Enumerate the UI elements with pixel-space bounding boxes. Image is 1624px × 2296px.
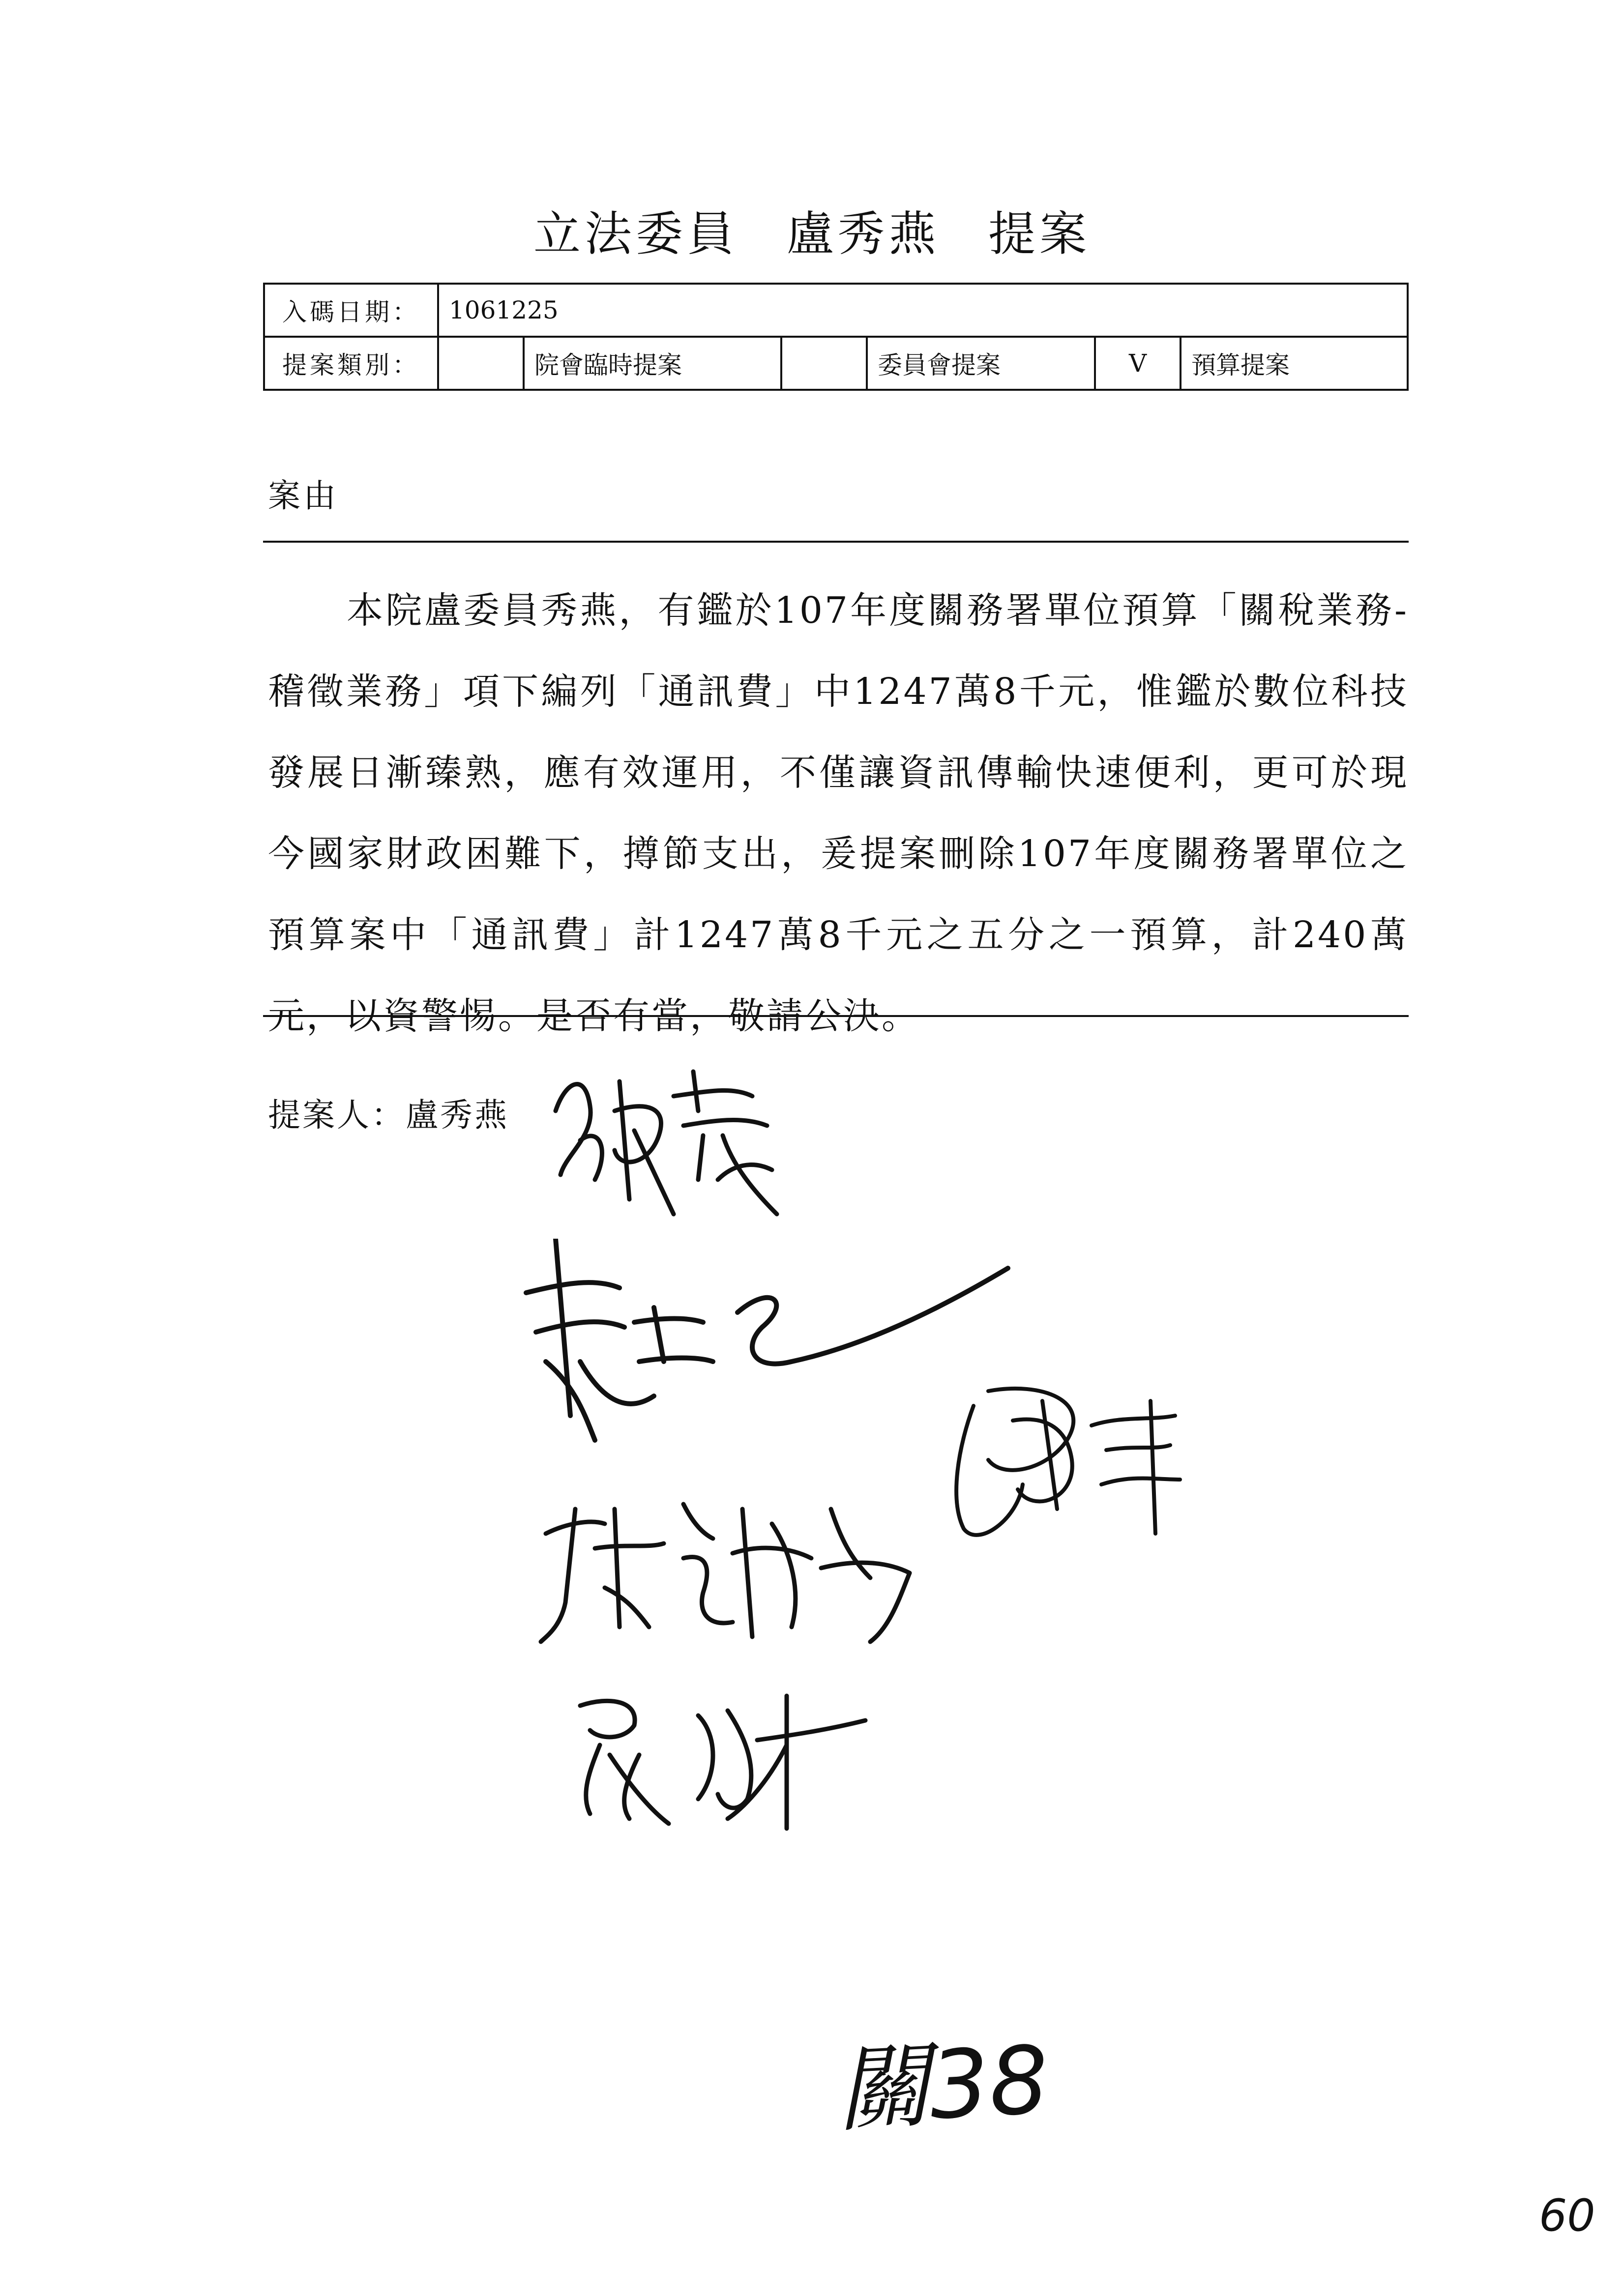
proposer-label: 提案人：盧秀燕 — [268, 1096, 509, 1134]
title-suffix: 提案 — [988, 206, 1091, 262]
bottom-rule — [263, 1015, 1409, 1017]
signature-5 — [570, 1686, 895, 1833]
type-option-1: 院會臨時提案 — [524, 337, 781, 390]
type-option-3: 預算提案 — [1181, 337, 1408, 390]
document-title — [0, 197, 1624, 264]
section-title: 案由 — [268, 477, 339, 515]
type-row — [264, 337, 1408, 390]
title-prefix: 立法委員 — [533, 206, 738, 262]
info-table — [263, 283, 1409, 391]
proposal-body: 本院盧委員秀燕，有鑑於107年度關務署單位預算「關稅業務-稽徵業務」項下編列「通訊費」中1247萬8千元，惟鑑於數位科技發展日漸臻熟，應有效運用，不僅讓資訊傳輸快速便利，更可於現今國家財政困難下，撙節支出，爰提案刪除107年度關務署單位之預算案中「通訊費」計1247萬8千元之五分之一預算，計240萬元，以資警惕。是否有當，敬請公決。 — [268, 589, 1409, 1037]
type-mark-3: V — [1095, 337, 1181, 390]
type-mark-1 — [438, 337, 524, 390]
type-option-2: 委員會提案 — [867, 337, 1095, 390]
date-row — [264, 284, 1408, 337]
type-label: 提案類別： — [264, 337, 438, 390]
signature-1 — [546, 1052, 821, 1229]
page-number: 60 — [1539, 2190, 1595, 2241]
title-name: 盧秀燕 — [786, 206, 940, 262]
annotation-text: 關38 — [833, 2025, 1052, 2146]
date-label: 入碼日期： — [264, 284, 438, 337]
date-value: 1061225 — [438, 284, 1408, 337]
signature-3 — [944, 1371, 1200, 1558]
type-mark-2 — [781, 337, 867, 390]
top-rule — [263, 541, 1409, 543]
signature-4 — [536, 1480, 919, 1647]
